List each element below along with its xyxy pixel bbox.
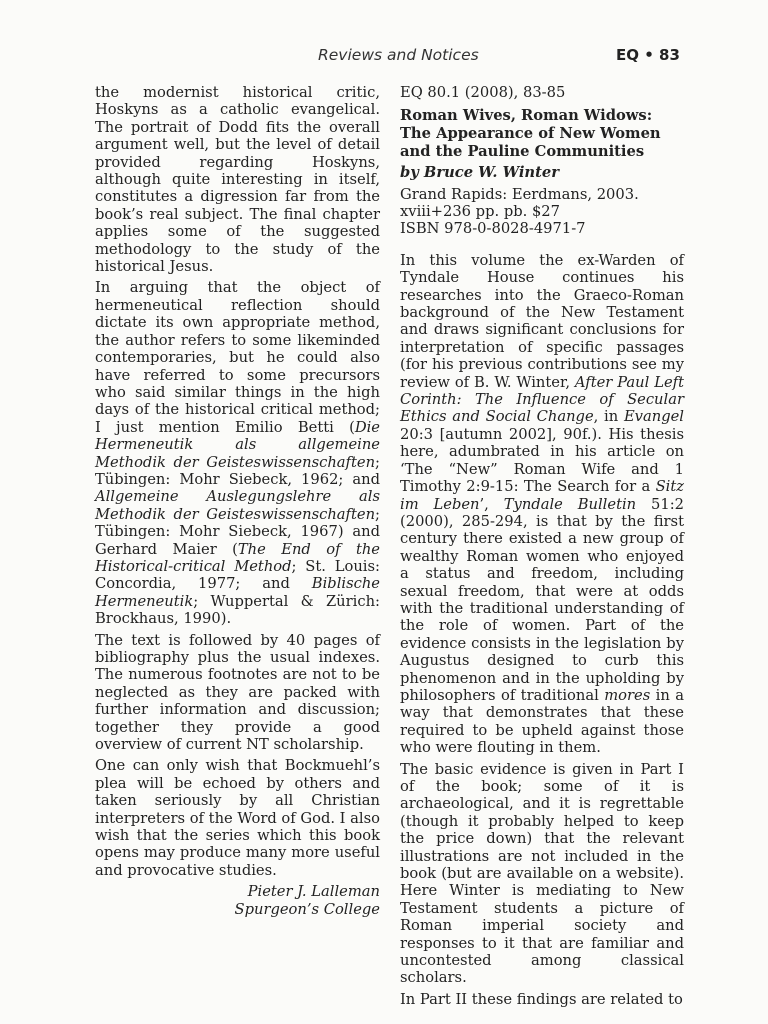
paragraph: In arguing that the object of hermeneutical reflection should dictate its own appropriate method, the author refers to some likeminded contemporaries, but he could also have referred to some precursors who said similar things in the high days of the historical critical method; I just mention Emilio Betti (Die Hermeneutik als allgemeine Methodik der Geisteswissenschaften; Tübingen: Mohr Siebeck, 1962; and Allgemeine Auslegungslehre als Methodik der Geisteswissenschaften; Tübingen: Mohr Siebeck, 1967) and Gerhard Maier (The End of the Historical-critical Method; St. Louis: Concordia, 1977; and Biblische Hermeneutik; Wuppertal & Zürich: Brockhaus, 1990). [95, 279, 381, 628]
right-column [400, 84, 684, 1012]
left-column [95, 84, 380, 918]
isbn: ISBN 978-0-8028-4971-7 [400, 220, 586, 238]
paragraph: One can only wish that Bockmuehl’s plea will be echoed by others and taken seriously by all Christian interpreters of the Word of God. I also wish that the series which this book opens may produce many more useful and provocative studies. [95, 757, 380, 879]
running-title: Reviews and Notices [318, 46, 479, 64]
publisher: Grand Rapids: Eerdmans, 2003. [400, 185, 639, 203]
book-title: Roman Wives, Roman Widows: The Appearance of New Women and the Pauline Communities [400, 107, 661, 160]
pages-price: xviii+236 pp. pb. $27 [400, 203, 560, 220]
paragraph: In this volume the ex-Warden of Tyndale House continues his researches into the Graeco-Roman background of the New Testament and draws significant conclusions for interpretation of specific passages (for his previous contributions see my review of B. W. Winter, After Paul Left Corinth: The Influence of Secular Ethics and Social Change, in Evangel 20:3 [autumn 2002], 90f.). His thesis here, adumbrated in his article on ‘The “New” Roman Wife and 1 Timothy 2:9-15: The Search for a Sitz im Leben’, Tyndale Bulletin 51:2 (2000), 285-294, is that by the first century there existed a new group of wealthy Roman women who enjoyed a status and freedom, including sexual freedom, that were at odds with the traditional understanding of the role of women. Part of the evidence consists in the legislation by Augustus designed to curb this phenomenon and in the upholding by philosophers of traditional mores in a way that demonstrates that these required to be upheld against those who were flouting in them. [400, 251, 685, 757]
page-number: EQ • 83 [616, 46, 680, 64]
book-author: by Bruce W. Winter [400, 164, 559, 182]
reviewer-name: Pieter J. Lalleman [247, 883, 380, 901]
paragraph: In Part II these findings are related to [400, 990, 683, 1008]
paragraph: The basic evidence is given in Part I of the book; some of it is archaeological, and it is regrettable (though it probably helped to keep the price down) that the relevant illustrations are not included in the book (but are available on a website). Here Winter is mediating to New Testament students a picture of Roman imperial society and responses to it that are familiar and uncontested among classical scholars. [400, 760, 684, 987]
reviewer-institution: Spurgeon’s College [234, 900, 380, 918]
review-reference: EQ 80.1 (2008), 83-85 [400, 84, 566, 101]
paragraph: the modernist historical critic, Hoskyns as a catholic evangelical. The portrait of Dodd fits the overall argument well, but the level of detail provided regarding Hoskyns, although quite interesting in itself, constitutes a digression far from the book’s real subject. The final chapter applies some of the suggested methodology to the study of the historical Jesus. [95, 84, 380, 276]
page-header [0, 46, 768, 70]
paragraph: The text is followed by 40 pages of bibliography plus the usual indexes. The numerous footnotes are not to be neglected as they are packed with further information and discussion; together they provide a good overview of current NT scholarship. [95, 631, 380, 754]
